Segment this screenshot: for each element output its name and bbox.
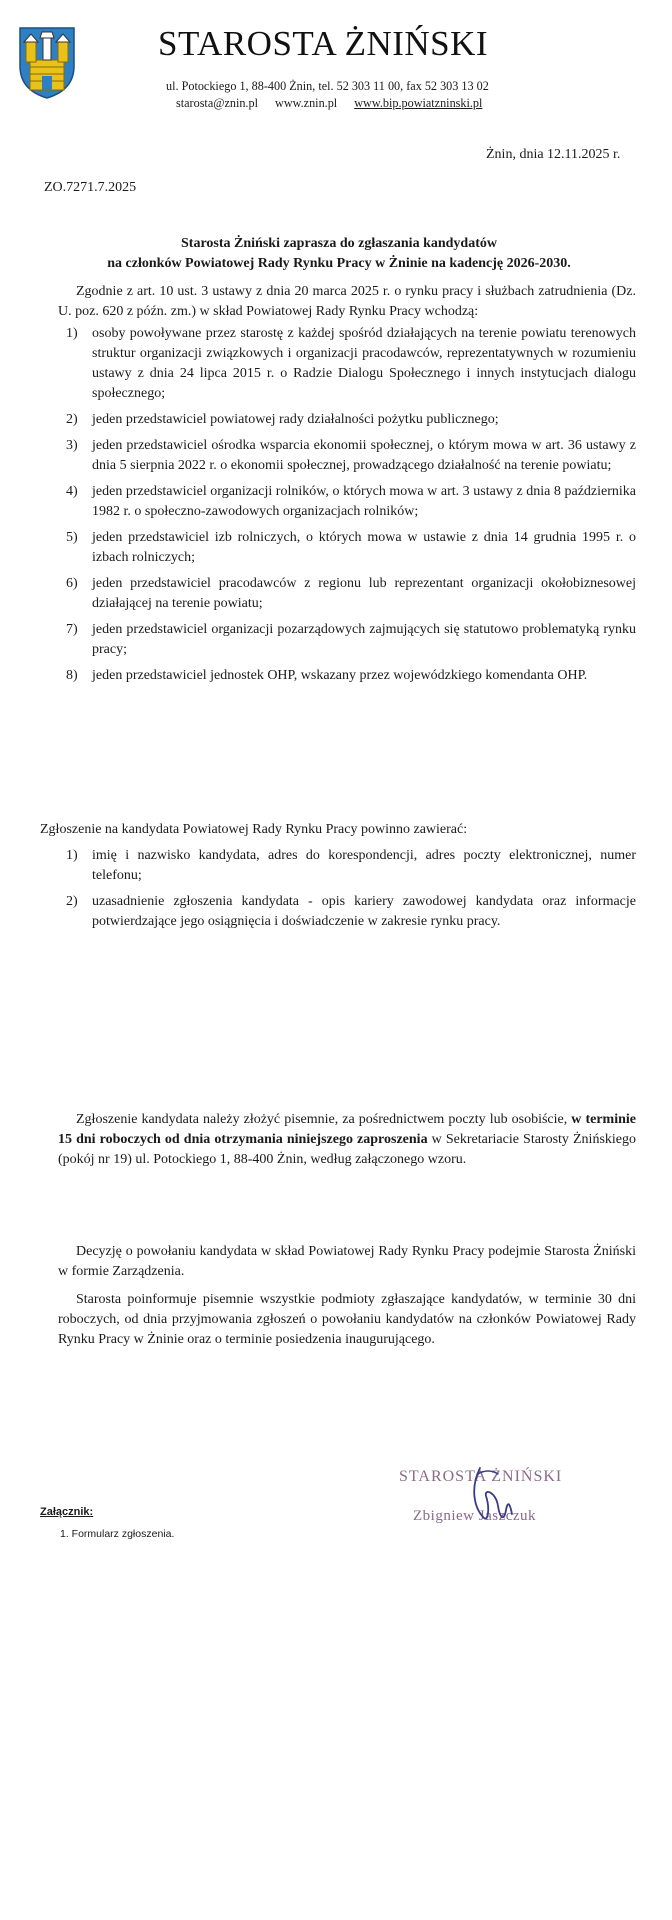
stamp-name: Zbigniew Jaszczuk (413, 1508, 537, 1524)
bip-link[interactable]: www.bip.powiatzninski.pl (354, 96, 483, 110)
email-link[interactable]: starosta@znin.pl (176, 96, 258, 110)
list-item: 2) jeden przedstawiciel powiatowej rady działalności pożytku publicznego; (66, 412, 499, 427)
list-item: 1) osoby powoływane przez starostę z każdej spośród działających na terenie powiatu terenowych struktur organizacji związkowych i organizacji pracodawców, reprezentatywnych w rozumieniu ustawy z dnia 24 lipca 2015 r. o Radzie Dialogu Społecznego i innych instytucjach dialogu społecznego; (66, 326, 636, 401)
list-item: 3) jeden przedstawiciel ośrodka wsparcia ekonomii społecznej, o którym mowa w art. 36 ustawy z dnia 5 sierpnia 2022 r. o ekonomii społecznej, prowadzącego działalność na terenie powiatu; (66, 438, 636, 473)
coat-of-arms-icon (18, 26, 76, 100)
letterhead-contacts (176, 96, 482, 111)
letterhead-address: ul. Potockiego 1, 88-400 Żnin, tel. 52 303 11 00, fax 52 303 13 02 (166, 79, 489, 93)
decision-paragraph: Decyzję o powołaniu kandydata w skład Powiatowej Rady Rynku Pracy podejmie Starosta Żniński w formie Zarządzenia. (58, 1244, 636, 1279)
list-item: 2) uzasadnienie zgłoszenia kandydata - opis kariery zawodowej kandydata oraz informacje potwierdzające jego osiągnięcia i doświadczenie w zakresie rynku pracy. (66, 894, 636, 929)
intro-paragraph: Zgodnie z art. 10 ust. 3 ustawy z dnia 20 marca 2025 r. o rynku pracy i służbach zatrudnienia (Dz. U. poz. 620 z późn. zm.) w skład Powiatowej Rady Rynku Pracy wchodzą: (58, 284, 636, 319)
headline-line-2: na członków Powiatowej Rady Rynku Pracy w Żninie na kadencję 2026-2030. (107, 256, 571, 271)
attachment-item: 1. Formularz zgłoszenia. (60, 1528, 175, 1540)
headline-line-1: Starosta Żniński zaprasza do zgłaszania kandydatów (181, 236, 497, 251)
notification-paragraph: Starosta poinformuje pisemnie wszystkie podmioty zgłaszające kandydatów, w terminie 30 dni roboczych, od dnia przyjmowania zgłoszeń o powołaniu kandydatów na członków Powiatowej Rady Rynku Pracy w Żninie oraz o terminie posiedzenia inaugurującego. (58, 1292, 636, 1347)
list-item: 8) jeden przedstawiciel jednostek OHP, wskazany przez wojewódzkiego komendanta OHP. (66, 668, 588, 683)
submission-paragraph (58, 1110, 636, 1170)
submission-text-2: w Sekretariacie Starosty Żnińskiego (pokój nr 19) ul. Potockiego 1, 88-400 Żnin, według załączonego wzoru. (58, 1132, 637, 1167)
list-item: 4) jeden przedstawiciel organizacji rolników, o których mowa w art. 3 ustawy z dnia 8 października 1982 r. o społeczno-zawodowych organizacjach rolników; (66, 484, 636, 519)
reference-number: ZO.7271.7.2025 (44, 180, 137, 195)
submission-deadline: w terminie 15 dni roboczych od dnia otrzymania niniejszego zaproszenia (58, 1112, 636, 1147)
requirements-list (58, 846, 636, 938)
list-item: 6) jeden przedstawiciel pracodawców z regionu lub reprezentant organizacji okołobiznesowej działającej na terenie powiatu; (66, 576, 636, 611)
attachment-label: Załącznik: (40, 1506, 94, 1518)
document-date: Żnin, dnia 12.11.2025 r. (486, 147, 621, 162)
submission-text-1: Zgłoszenie kandydata należy złożyć pisemnie, za pośrednictwem poczty lub osobiście, (76, 1112, 568, 1127)
website-link[interactable]: www.znin.pl (275, 96, 338, 110)
signature-icon (440, 1448, 550, 1558)
requirements-intro: Zgłoszenie na kandydata Powiatowej Rady Rynku Pracy powinno zawierać: (40, 822, 468, 837)
document-headline (40, 234, 638, 274)
list-item: 5) jeden przedstawiciel izb rolniczych, o których mowa w ustawie z dnia 14 grudnia 1995 r. o izbach rolniczych; (66, 530, 636, 565)
letterhead-title: STAROSTA ŻNIŃSKI (158, 24, 489, 63)
list-item: 7) jeden przedstawiciel organizacji pozarządowych zajmujących się statutowo problematyką rynku pracy; (66, 622, 636, 657)
stamp-title: STAROSTA ŻNIŃSKI (399, 1468, 563, 1485)
members-list (58, 324, 636, 692)
list-item: 1) imię i nazwisko kandydata, adres do korespondencji, adres poczty elektronicznej, numer telefonu; (66, 848, 636, 883)
